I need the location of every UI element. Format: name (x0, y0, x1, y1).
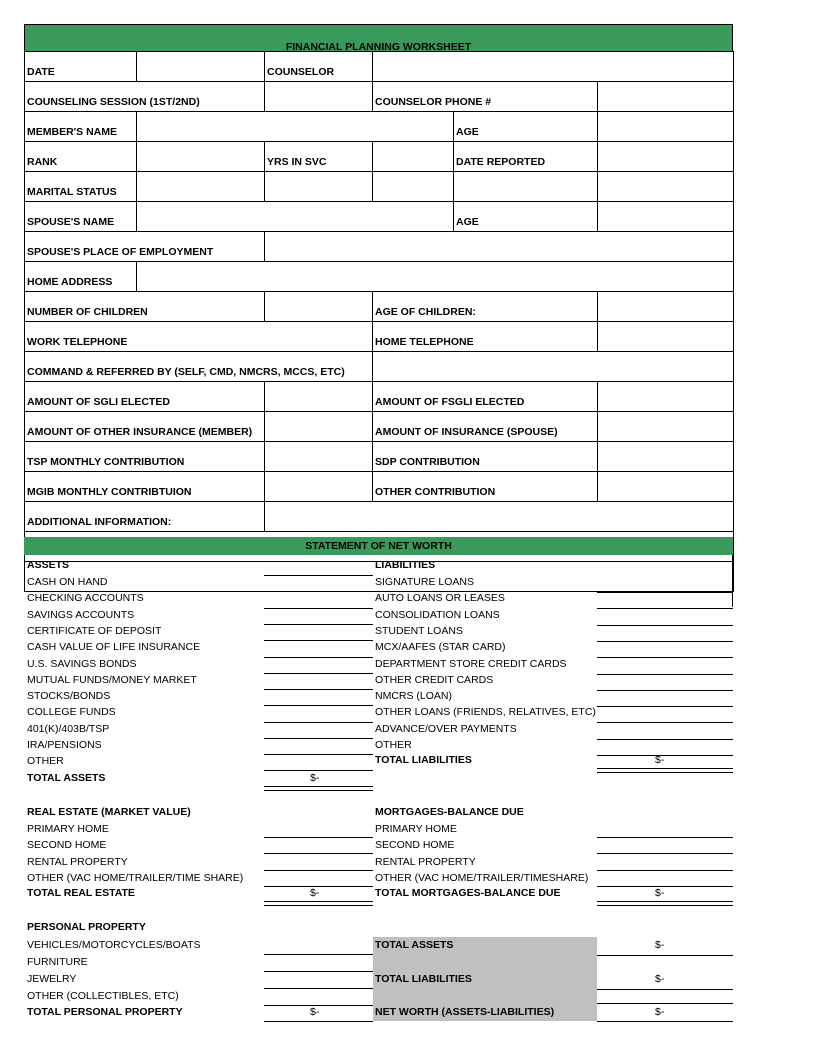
row-rank (25, 142, 734, 172)
sdp-label: SDP CONTRIBUTION (373, 442, 598, 472)
command-referred-field[interactable] (373, 352, 734, 382)
liability-item-label: SIGNATURE LOANS (375, 576, 474, 588)
rank-field[interactable] (137, 142, 265, 172)
summary-total-liabilities-value: $- (655, 973, 665, 985)
real-estate-item-label: PRIMARY HOME (27, 823, 109, 835)
mortgage-item-field[interactable] (597, 853, 733, 854)
summary-net-worth-label: NET WORTH (ASSETS-LIABILITIES) (375, 1006, 555, 1018)
summary-total-liabilities-underline (597, 989, 733, 990)
total-assets-label: TOTAL ASSETS (27, 772, 106, 784)
command-referred-label: COMMAND & REFERRED BY (SELF, CMD, NMCRS, MCCS, ETC) (25, 352, 373, 382)
mgib-label: MGIB MONTHLY CONTRIBTUION (25, 472, 265, 502)
liability-item-field[interactable] (597, 625, 733, 626)
real-estate-item-field[interactable] (264, 837, 373, 838)
mortgage-item-field[interactable] (597, 886, 733, 887)
home-address-field[interactable] (137, 262, 734, 292)
date-field[interactable] (137, 52, 265, 82)
liability-item-field[interactable] (597, 674, 733, 675)
liability-item-label: DEPARTMENT STORE CREDIT CARDS (375, 657, 567, 670)
asset-item-label: IRA/PENSIONS (27, 739, 102, 751)
session-label: COUNSELING SESSION (1ST/2ND) (25, 82, 265, 112)
yrs-in-svc-field[interactable] (373, 142, 454, 172)
additional-info-field[interactable] (265, 502, 734, 532)
marital-status-label: MARITAL STATUS (25, 172, 137, 202)
liability-item-field[interactable] (597, 739, 733, 740)
row-command (25, 352, 734, 382)
liability-item-field[interactable] (597, 641, 733, 642)
mortgages-header: MORTGAGES-BALANCE DUE (375, 806, 524, 818)
fsgli-label: AMOUNT OF FSGLI ELECTED (373, 382, 598, 412)
real-estate-header: REAL ESTATE (MARKET VALUE) (27, 806, 191, 818)
total-assets-value: $- (310, 772, 320, 784)
row-children (25, 292, 734, 322)
summary-extra-underline (597, 1003, 733, 1004)
total-mortgages-value: $- (655, 887, 665, 899)
total-real-estate-value: $- (310, 887, 320, 899)
real-estate-item-field[interactable] (264, 870, 373, 871)
summary-total-assets-value: $- (655, 939, 665, 951)
row-tsp (25, 442, 734, 472)
row-insurance (25, 412, 734, 442)
age-children-field[interactable] (598, 292, 734, 322)
asset-item-field[interactable] (264, 673, 373, 674)
liabilities-border-right (732, 555, 733, 607)
summary-net-worth-underline (597, 1021, 733, 1022)
mortgage-item-label: SECOND HOME (375, 839, 455, 852)
row-member (25, 112, 734, 142)
additional-info-label: ADDITIONAL INFORMATION: (25, 502, 265, 532)
date-reported-label: DATE REPORTED (454, 142, 598, 172)
sdp-field[interactable] (598, 442, 734, 472)
mortgage-item-label: RENTAL PROPERTY (375, 855, 476, 868)
liability-item-label: NMCRS (LOAN) (375, 690, 453, 703)
other-contribution-field[interactable] (598, 472, 734, 502)
marital-extra-2[interactable] (373, 172, 454, 202)
liability-item-field[interactable] (597, 657, 733, 658)
marital-extra-1[interactable] (265, 172, 373, 202)
personal-item-field[interactable] (264, 971, 373, 972)
counselor-phone-label: COUNSELOR PHONE # (373, 82, 598, 112)
asset-item-label: STOCKS/BONDS (27, 690, 111, 703)
row-marital (25, 172, 734, 202)
worksheet-title-band (24, 24, 733, 51)
asset-item-field[interactable] (264, 657, 373, 658)
total-real-estate-underline (264, 901, 373, 906)
total-assets-underline (264, 786, 373, 791)
liability-item-label: OTHER LOANS (FRIENDS, RELATIVES, ETC) (375, 706, 596, 719)
total-mortgages-underline (597, 901, 733, 906)
fsgli-field[interactable] (598, 382, 734, 412)
tsp-label: TSP MONTHLY CONTRIBUTION (25, 442, 265, 472)
total-personal-label: TOTAL PERSONAL PROPERTY (27, 1006, 183, 1018)
session-field[interactable] (265, 82, 373, 112)
asset-item-field[interactable] (264, 754, 373, 755)
asset-item-field[interactable] (264, 640, 373, 641)
asset-item-label: CASH VALUE OF LIFE INSURANCE (27, 641, 201, 654)
liability-item-field[interactable] (597, 722, 733, 723)
personal-item-label: JEWELRY (27, 973, 77, 985)
home-telephone-field[interactable] (598, 322, 734, 352)
sgli-field[interactable] (265, 382, 373, 412)
worksheet (24, 24, 733, 592)
summary-total-assets-label: TOTAL ASSETS (375, 939, 454, 951)
home-address-label: HOME ADDRESS (25, 262, 137, 292)
liabilities-header: LIABILITIES (375, 559, 436, 571)
personal-item-field[interactable] (264, 988, 373, 989)
asset-item-field[interactable] (264, 689, 373, 690)
asset-item-label: OTHER (27, 755, 64, 768)
personal-item-label: FURNITURE (27, 956, 88, 968)
row-spouse-employment (25, 232, 734, 262)
member-name-field[interactable] (137, 112, 454, 142)
real-estate-item-label: OTHER (VAC HOME/TRAILER/TIME SHARE) (27, 871, 244, 884)
member-name-label: MEMBER'S NAME (25, 112, 137, 142)
liability-item-field[interactable] (597, 706, 733, 707)
asset-item-label: CERTIFICATE OF DEPOSIT (27, 624, 162, 637)
age-children-label: AGE OF CHILDREN: (373, 292, 598, 322)
personal-item-label: OTHER (COLLECTIBLES, ETC) (27, 990, 179, 1002)
liability-item-label: MCX/AAFES (STAR CARD) (375, 641, 506, 654)
number-children-label: NUMBER OF CHILDREN (25, 292, 265, 322)
personal-item-label: VEHICLES/MOTORCYCLES/BOATS (27, 939, 201, 951)
asset-field-last[interactable] (264, 770, 373, 771)
ins-spouse-field[interactable] (598, 412, 734, 442)
age-field[interactable] (598, 112, 734, 142)
marital-extra-4[interactable] (598, 172, 734, 202)
counselor-phone-field[interactable] (598, 82, 734, 112)
yrs-in-svc-label: YRS IN SVC (265, 142, 373, 172)
asset-item-field[interactable] (264, 575, 373, 576)
assets-header: ASSETS (27, 559, 70, 571)
total-real-estate-label: TOTAL REAL ESTATE (27, 887, 135, 899)
row-session (25, 82, 734, 112)
date-reported-field[interactable] (598, 142, 734, 172)
spouse-age-label: AGE (454, 202, 598, 232)
summary-total-liabilities-label: TOTAL LIABILITIES (375, 973, 472, 985)
liability-item-label: ADVANCE/OVER PAYMENTS (375, 722, 517, 735)
marital-status-field[interactable] (137, 172, 265, 202)
net-worth-title-band (24, 537, 733, 555)
asset-item-field[interactable] (264, 624, 373, 625)
mortgage-item-field[interactable] (597, 837, 733, 838)
liability-item-field[interactable] (597, 755, 733, 756)
asset-item-field[interactable] (264, 608, 373, 609)
mgib-field[interactable] (265, 472, 373, 502)
spouse-employment-field[interactable] (265, 232, 734, 262)
asset-item-field[interactable] (264, 722, 373, 723)
personal-header: PERSONAL PROPERTY (27, 921, 146, 933)
liability-item-label: AUTO LOANS OR LEASES (375, 592, 505, 605)
real-estate-item-field[interactable] (264, 853, 373, 854)
net-worth-title: STATEMENT OF NET WORTH (305, 540, 452, 552)
total-liabilities-underline (597, 768, 733, 773)
total-liabilities-value: $- (655, 754, 665, 766)
asset-item-field[interactable] (264, 705, 373, 706)
asset-item-label: CASH ON HAND (27, 576, 108, 588)
real-estate-item-label: RENTAL PROPERTY (27, 855, 128, 868)
asset-item-label: U.S. SAVINGS BONDS (27, 657, 137, 670)
work-telephone-label: WORK TELEPHONE (25, 322, 373, 352)
total-liabilities-label: TOTAL LIABILITIES (375, 754, 472, 766)
spouse-age-field[interactable] (598, 202, 734, 232)
spouse-employment-label: SPOUSE'S PLACE OF EMPLOYMENT (25, 232, 265, 262)
spouse-name-label: SPOUSE'S NAME (25, 202, 137, 232)
sgli-label: AMOUNT OF SGLI ELECTED (25, 382, 265, 412)
tsp-field[interactable] (265, 442, 373, 472)
other-ins-member-label: AMOUNT OF OTHER INSURANCE (MEMBER) (25, 412, 265, 442)
asset-item-field[interactable] (264, 738, 373, 739)
total-personal-underline (264, 1021, 373, 1022)
total-personal-value: $- (310, 1006, 320, 1018)
spouse-name-field[interactable] (137, 202, 454, 232)
worksheet-title: FINANCIAL PLANNING WORKSHEET (285, 41, 472, 53)
summary-total-assets-underline (597, 955, 733, 956)
member-info-table (24, 51, 734, 592)
other-contribution-label: OTHER CONTRIBUTION (373, 472, 598, 502)
home-telephone-label: HOME TELEPHONE (373, 322, 598, 352)
mortgage-item-field[interactable] (597, 870, 733, 871)
row-telephone (25, 322, 734, 352)
real-estate-item-label: SECOND HOME (27, 839, 107, 852)
row-sgli (25, 382, 734, 412)
counselor-label: COUNSELOR (265, 52, 373, 82)
liability-item-field[interactable] (597, 608, 733, 609)
row-spouse (25, 202, 734, 232)
asset-item-label: MUTUAL FUNDS/MONEY MARKET (27, 673, 197, 686)
row-address (25, 262, 734, 292)
marital-extra-3[interactable] (454, 172, 598, 202)
mortgage-item-label: OTHER (VAC HOME/TRAILER/TIMESHARE) (375, 871, 589, 884)
asset-item-label: SAVINGS ACCOUNTS (27, 608, 135, 621)
row-mgib (25, 472, 734, 502)
asset-item-label: 401(K)/403B/TSP (27, 722, 110, 735)
asset-item-field[interactable] (264, 591, 373, 592)
liability-item-field[interactable] (597, 690, 733, 691)
number-children-field[interactable] (265, 292, 373, 322)
total-mortgages-label: TOTAL MORTGAGES-BALANCE DUE (375, 887, 561, 899)
liability-item-label: STUDENT LOANS (375, 624, 463, 637)
asset-item-label: CHECKING ACCOUNTS (27, 592, 144, 605)
age-label: AGE (454, 112, 598, 142)
personal-item-field[interactable] (264, 954, 373, 955)
date-label: DATE (25, 52, 137, 82)
liability-item-label: OTHER CREDIT CARDS (375, 673, 494, 686)
other-ins-member-field[interactable] (265, 412, 373, 442)
ins-spouse-label: AMOUNT OF INSURANCE (SPOUSE) (373, 412, 598, 442)
rank-label: RANK (25, 142, 137, 172)
summary-net-worth-value: $- (655, 1006, 665, 1018)
liability-item-field[interactable] (597, 592, 733, 593)
row-additional (25, 502, 734, 532)
liability-item-label: OTHER (375, 739, 412, 751)
liability-item-label: CONSOLIDATION LOANS (375, 608, 500, 621)
mortgage-item-label: PRIMARY HOME (375, 823, 457, 835)
asset-item-label: COLLEGE FUNDS (27, 706, 116, 719)
